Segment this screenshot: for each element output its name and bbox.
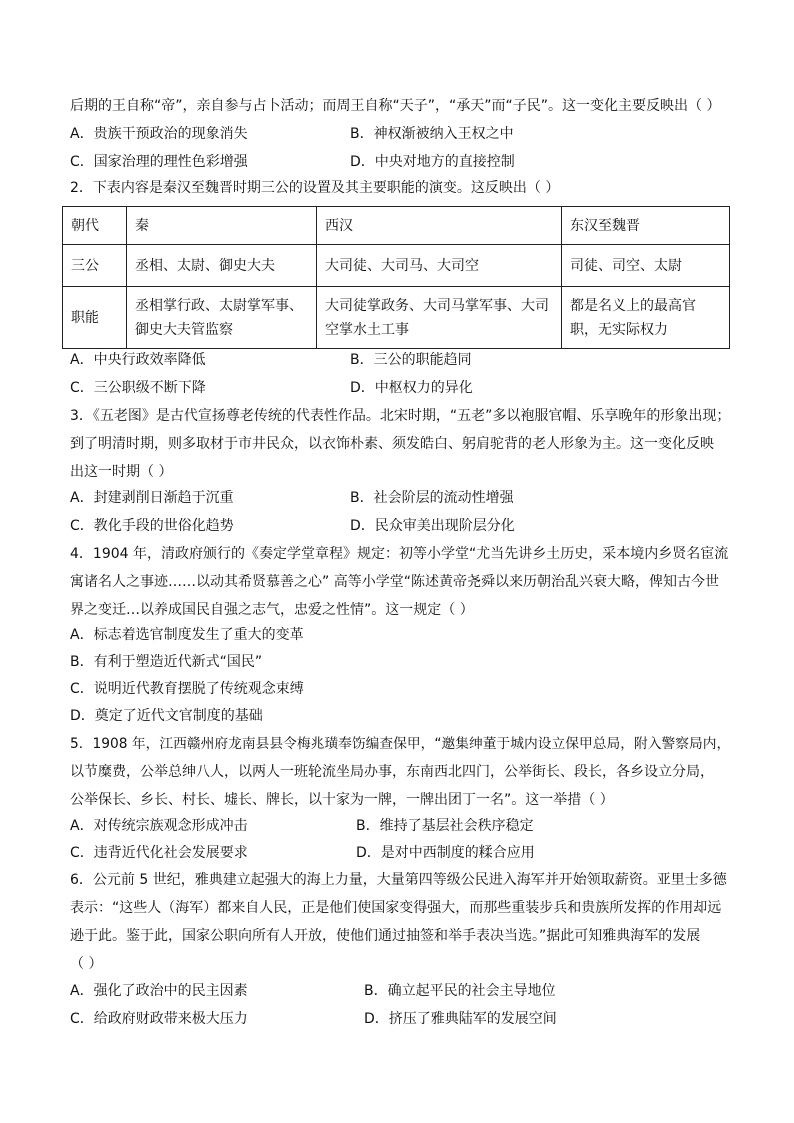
table-header-row [63, 207, 730, 245]
table-cell: 都是名义上的最高官职，无实际权力 [562, 287, 730, 349]
table-cell: 职能 [63, 287, 127, 349]
table-cell: 大司徒掌政务、大司马掌军事、大司空掌水土工事 [317, 287, 562, 349]
table-header-cell: 东汉至魏晋 [562, 207, 730, 245]
q3-option-c: C．教化手段的世俗化趋势 [70, 518, 234, 534]
q6-line-1: 6．公元前 5 世纪，雅典建立起强大的海上力量，大量第四等级公民进入海军并开始领取薪资。亚里士多德 [70, 872, 727, 888]
q6-line-2: 表示：“这些人（海军）都来自人民，正是他们使国家变得强大，而那些重装步兵和贵族所发挥的作用却远 [70, 900, 722, 916]
q3-option-d: D．民众审美出现阶层分化 [350, 518, 515, 534]
q6-line-3: 逊于此。鉴于此，国家公职向所有人开放，使他们通过抽签和举手表决当选。”据此可知雅典海军的发展 [70, 928, 701, 944]
q5-line-3: 公举保长、乡长、村长、墟长、牌长，以十家为一牌，一牌出团丁一名”。这一举措（ ） [70, 792, 614, 808]
q6-option-a: A．强化了政治中的民主因素 [70, 983, 248, 999]
q1-option-c: C．国家治理的理性色彩增强 [70, 154, 248, 170]
q2-table [62, 206, 730, 349]
q4-line-1: 4．1904 年，清政府颁行的《奏定学堂章程》规定：初等小学堂“尤当先讲乡土历史，采本境内乡贤名宦流 [70, 546, 729, 562]
q3-line-2: 到了明清时期，则多取材于市井民众，以衣饰朴素、须发皓白、躬肩驼背的老人形象为主。这一变化反映 [70, 436, 714, 452]
q4-option-b: B．有利于塑造近代新式“国民” [70, 654, 263, 670]
table-header-cell: 朝代 [63, 207, 127, 245]
q2-option-a: A．中央行政效率降低 [70, 352, 206, 368]
q5-option-b: B．维持了基层社会秩序稳定 [356, 818, 534, 834]
table-cell: 三公 [63, 245, 127, 287]
q6-option-c: C．给政府财政带来极大压力 [70, 1011, 248, 1027]
q6-option-d: D．挤压了雅典陆军的发展空间 [364, 1011, 557, 1027]
table-header-cell: 西汉 [317, 207, 562, 245]
table-cell: 丞相、太尉、御史大夫 [127, 245, 317, 287]
q4-option-a: A．标志着选官制度发生了重大的变革 [70, 627, 304, 643]
q6-option-b: B．确立起平民的社会主导地位 [364, 983, 556, 999]
q3-option-b: B．社会阶层的流动性增强 [350, 490, 514, 506]
q3-option-a: A．封建剥削日渐趋于沉重 [70, 490, 234, 506]
q5-line-2: 以节糜费，公举总绅八人，以两人一班轮流坐局办事，东南西北四门，公举街长、段长，各乡设立分局， [70, 764, 714, 780]
table-cell: 司徒、司空、太尉 [562, 245, 730, 287]
table-cell: 大司徒、大司马、大司空 [317, 245, 562, 287]
q3-line-3: 出这一时期（ ） [70, 464, 173, 480]
q4-line-3: 界之变迁…以养成国民自强之志气，忠爱之性情”。这一规定（ ） [70, 602, 474, 618]
q4-line-2: 寓诸名人之事迹……以动其希贤慕善之心” 高等小学堂“陈述黄帝尧舜以来历朝治乱兴衰大略，俾知古今世 [70, 574, 719, 590]
table-row [63, 245, 730, 287]
q4-option-c: C．说明近代教育摆脱了传统观念束缚 [70, 681, 304, 697]
q5-line-1: 5．1908 年，江西赣州府龙南县县令梅兆璜奉饬编查保甲，“邀集绅董于城内设立保甲总局，附入警察局内， [70, 736, 731, 752]
table-cell: 丞相掌行政、太尉掌军事、御史大夫管监察 [127, 287, 317, 349]
q5-option-c: C．违背近代化社会发展要求 [70, 845, 248, 861]
q3-line-1: 3．《五老图》是古代宣扬尊老传统的代表性作品。北宋时期，“五老”多以袍服官帽、乐享晚年的形象出现； [70, 408, 731, 424]
q1-option-a: A．贵族干预政治的现象消失 [70, 126, 248, 142]
table-row [63, 287, 730, 349]
q2-option-c: C．三公职级不断下降 [70, 380, 206, 396]
q1-option-b: B．神权渐被纳入王权之中 [350, 126, 514, 142]
q2-option-b: B．三公的职能趋同 [350, 352, 472, 368]
q5-option-d: D．是对中西制度的糅合应用 [356, 845, 535, 861]
q6-line-4: （ ） [70, 956, 103, 972]
q5-option-a: A．对传统宗族观念形成冲击 [70, 818, 248, 834]
q1-option-d: D．中央对地方的直接控制 [350, 154, 515, 170]
q4-option-d: D．奠定了近代文官制度的基础 [70, 708, 263, 724]
q2-stem: 2．下表内容是秦汉至魏晋时期三公的设置及其主要职能的演变。这反映出（ ） [70, 180, 560, 196]
table-header-cell: 秦 [127, 207, 317, 245]
q2-option-d: D．中枢权力的异化 [350, 380, 473, 396]
q1-stem: 后期的王自称“帝”，亲自参与占卜活动；而周王自称“天子”，“承天”而“子民”。这一变化主要反映出（ ） [70, 98, 721, 114]
